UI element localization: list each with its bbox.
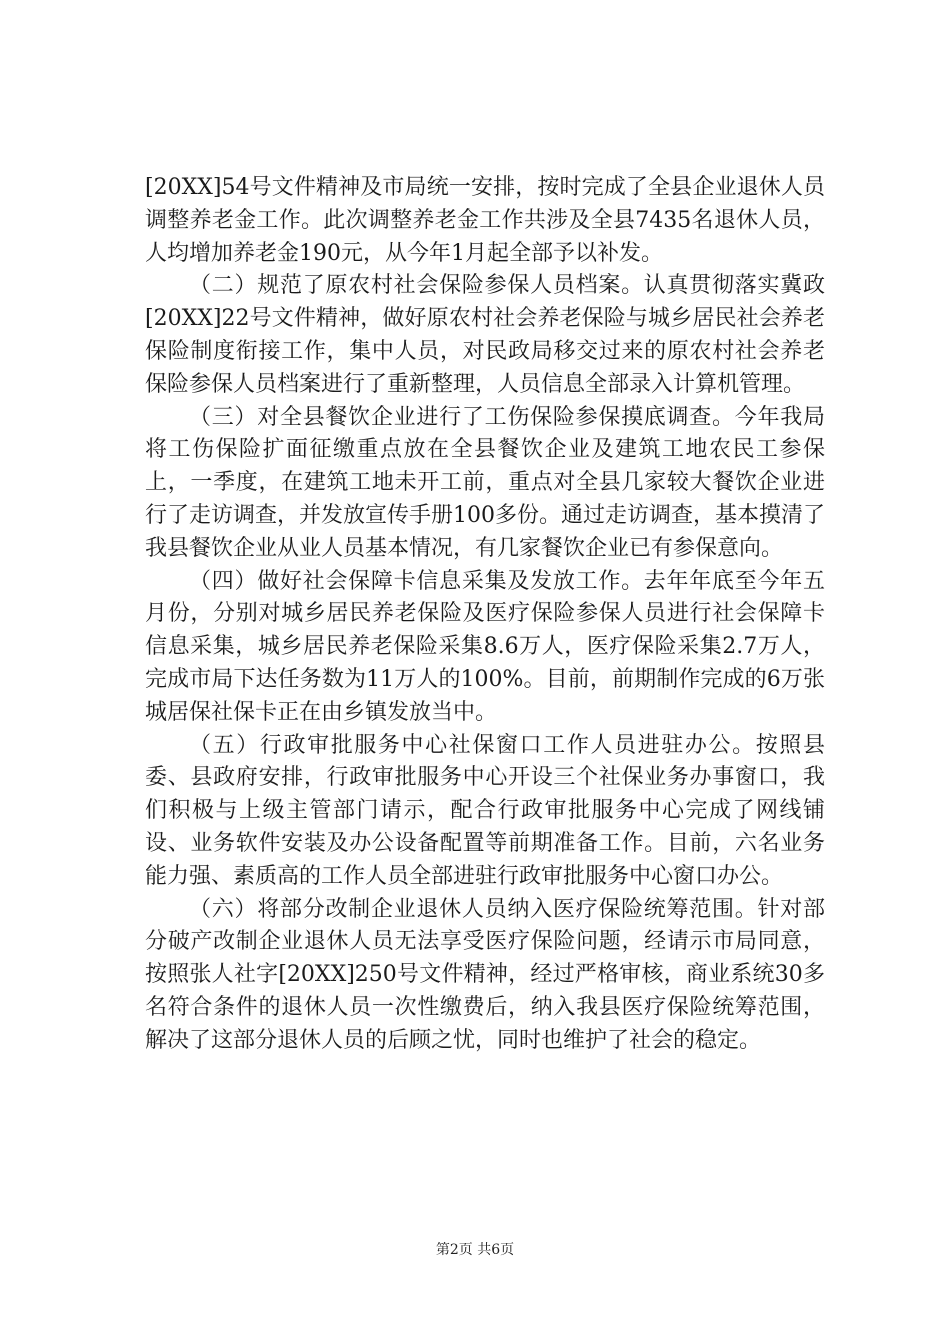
paragraph-section-3: （三）对全县餐饮企业进行了工伤保险参保摸底调查。今年我局将工伤保险扩面征缴重点放在全县餐饮企业及建筑工地农民工参保上，一季度，在建筑工地未开工前，重点对全县几家较大餐饮企业进行了走访调查，并发放宣传手册100多份。通过走访调查，基本摸清了我县餐饮企业从业人员基本情况，有几家餐饮企业已有参保意向。 [145, 404, 825, 561]
paragraph-section-2: （二）规范了原农村社会保险参保人员档案。认真贯彻落实冀政[20XX]22号文件精神，做好原农村社会养老保险与城乡居民社会养老保险制度衔接工作，集中人员，对民政局移交过来的原农村社会养老保险参保人员档案进行了重新整理，人员信息全部录入计算机管理。 [145, 273, 825, 397]
paragraph-continuation: [20XX]54号文件精神及市局统一安排，按时完成了全县企业退休人员调整养老金工作。此次调整养老金工作共涉及全县7435名退休人员，人均增加养老金190元，从今年1月起全部予以补发。 [145, 175, 825, 266]
paragraph-section-5: （五）行政审批服务中心社保窗口工作人员进驻办公。按照县委、县政府安排，行政审批服务中心开设三个社保业务办事窗口，我们积极与上级主管部门请示，配合行政审批服务中心完成了网线铺设、业务软件安装及办公设备配置等前期准备工作。目前，六名业务能力强、素质高的工作人员全部进驻行政审批服务中心窗口办公。 [145, 732, 825, 889]
page-number-footer: 第2页 共6页 [435, 1242, 515, 1258]
document-body [145, 172, 825, 1058]
paragraph-section-6: （六）将部分改制企业退休人员纳入医疗保险统筹范围。针对部分破产改制企业退休人员无法享受医疗保险问题，经请示市局同意，按照张人社字[20XX]250号文件精神，经过严格审核，商业系统30多名符合条件的退休人员一次性缴费后，纳入我县医疗保险统筹范围，解决了这部分退休人员的后顾之忧，同时也维护了社会的稳定。 [145, 896, 825, 1053]
paragraph-section-4: （四）做好社会保障卡信息采集及发放工作。去年年底至今年五月份，分别对城乡居民养老保险及医疗保险参保人员进行社会保障卡信息采集，城乡居民养老保险采集8.6万人，医疗保险采集2.7万人，完成市局下达任务数为11万人的100%。目前，前期制作完成的6万张城居保社保卡正在由乡镇发放当中。 [145, 568, 825, 725]
